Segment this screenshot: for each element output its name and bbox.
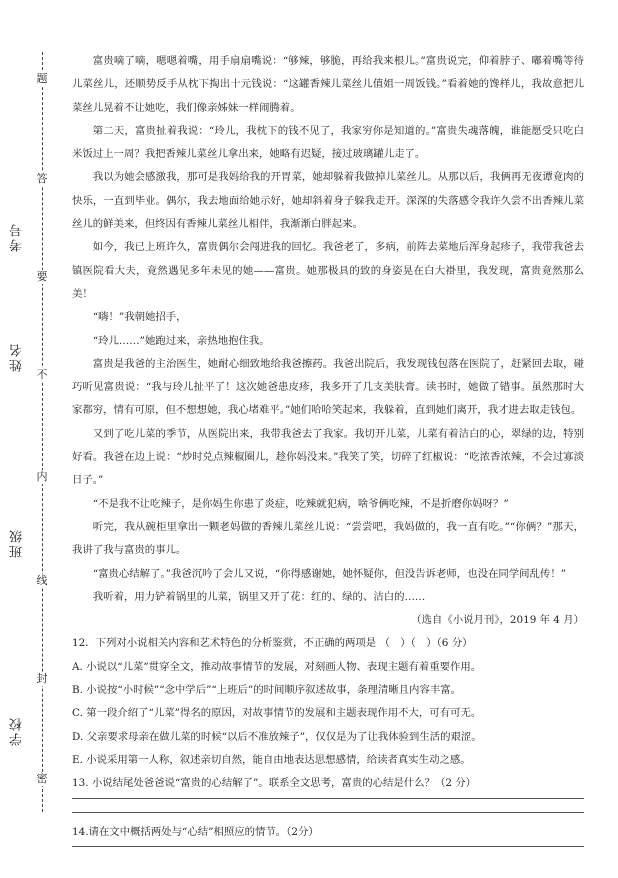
school-label: 学校 xyxy=(10,716,25,746)
story-paragraph: “嗨！”我朝她招手， xyxy=(92,311,187,324)
option-b: B. 小说按“小时候”“念中学后”“上班后”的时间顺序叙述故事，条理清晰且内容丰富。 xyxy=(72,684,462,697)
story-paragraph: 我听着，用力铲着锅里的儿菜，锅里又开了花：红的、绿的、洁白的…… xyxy=(92,590,426,603)
answer-line[interactable] xyxy=(72,812,584,813)
option-d: D. 父亲要求母亲在做儿菜的时候“以后不准放辣子”，仅仅是为了让我体验到生活的艰涩。 xyxy=(72,730,482,743)
seal-char-yao: 要 xyxy=(36,270,48,283)
seal-char-xian: 线 xyxy=(36,574,48,587)
story-paragraph: “富贵心结解了。”我爸沉吟了会儿又说，“你得感谢她，她怀疑你，但没告诉老师，也没在同学间乱传！” xyxy=(92,567,567,580)
option-a: A. 小说以“儿菜”贯穿全文，推动故事情节的发展，对刻画人物、表现主题有着重要作用。 xyxy=(72,660,482,673)
story-source: （选自《小说月刊》，2019 年 4 月） xyxy=(411,614,584,627)
question-14-stem: 14.请在文中概括两处与“心结”相照应的情节。（2分） xyxy=(72,825,319,838)
story-paragraph: 第二天，富贵扯着我说：“玲儿，我枕下的钱不见了，我家穷你是知道的。”富贵失魂落魄，谁能愿受只吃白米饭过上一周？我把香辣儿菜丝儿拿出来，她略有迟疑，接过玻璃罐儿走了。 xyxy=(72,124,584,161)
seal-char-ti: 题 xyxy=(36,72,48,85)
seal-char-mi: 密 xyxy=(36,772,48,785)
question-12 xyxy=(72,632,584,772)
story-paragraph: 如今，我已上班许久，富贵偶尔会闯进我的回忆。我爸老了，多病，前阵去菜地后浑身起疹子，我带我爸去镇医院看大夫，竟然遇见多年未见的她——富贵。她那极具的致的身姿晃在白大褂里，我发现，富贵竟然那么美！ xyxy=(72,241,584,300)
story-paragraph: 富贵嘀了嘀，嗯嗯着嘴，用手扇扇嘴说：“够辣，够脆，再给我来根儿。”富贵说完，仰着脖子、嘟着嘴等待儿菜丝儿，还顺势反手从枕下掏出十元钱说：“这罐香辣儿菜丝儿值姐一周饭钱。”看着她的馋样儿，我故意把儿菜丝儿晃着不让她吃，我们像亲姊妹一样闹腾着。 xyxy=(72,55,584,114)
seal-char-feng: 封 xyxy=(36,672,48,685)
class-label: 班级 xyxy=(10,528,25,558)
exam-number-label: 考号 xyxy=(10,222,25,252)
seal-dashed-line xyxy=(42,52,43,812)
option-e: E. 小说采用第一人称，叙述亲切自然，能自由地表达思想感情，给读者真实生动之感。 xyxy=(72,753,471,766)
binding-margin xyxy=(0,0,62,878)
question-14 xyxy=(72,821,584,847)
story-paragraph: 又到了吃儿菜的季节，从医院出来，我带我爸去了我家。我切开儿菜，儿菜有着洁白的心，翠绿的边，特别好看。我爸在边上说：“炒时兑点辣椒圈儿，趁你妈没来。”我笑了笑，切碎了红椒说：“吃浓香浓辣，不会过寡淡日子。” xyxy=(72,427,584,487)
story-paragraph: “不是我不让吃辣子，是你妈生你患了炎症，吃辣就犯病，啥爷俩吃辣，不是折磨你妈呀？” xyxy=(92,497,509,510)
question-13 xyxy=(72,772,584,812)
story-text xyxy=(72,50,584,632)
story-paragraph: 富贵是我爸的主治医生，她耐心细致地给我爸擦药。我爸出院后，我发现钱包落在医院了，赶紧回去取，碰巧听见富贵说：“我与玲儿扯平了！这次她爸患皮疹，我多开了几支美肤膏。读书时，她做了错事。虽然那时大家都穷，情有可原，但不想想她，我心堵难平。”她们哈哈笑起来，我躲着，直到她们离开，我才进去取走钱包。 xyxy=(72,357,584,417)
seal-char-bu: 不 xyxy=(36,368,48,381)
story-paragraph: 听完，我从碗柜里拿出一颗老妈做的香辣儿菜丝儿说：“尝尝吧，我妈做的，我一直有吃。”“你俩？”那天，我讲了我与富贵的事儿。 xyxy=(72,520,584,557)
student-name-label: 姓名 xyxy=(10,342,25,372)
story-paragraph: “玲儿……”她跑过来，亲热地抱住我。 xyxy=(92,334,270,347)
story-paragraph: 我以为她会感激我，那可是我妈给我的开胃菜，她却躲着我做掉儿菜丝儿。从那以后，我俩再无夜谭竟肉的快乐，一直到毕业。偶尔，我去地面给她示好，她却斜着身子躲我走开。深深的失落感令我许久尝不出香辣儿菜丝儿的鲜美来，但终因有香辣儿菜丝儿相伴，我渐渐白胖起来。 xyxy=(72,171,584,231)
seal-char-nei: 内 xyxy=(36,470,48,483)
option-c: C. 第一段介绍了“儿菜”得名的原因，对故事情节的发展和主题表现作用不大，可有可无。 xyxy=(72,707,482,720)
question-13-stem: 13. 小说结尾处爸爸说“富贵的心结解了”。联系全文思考，富贵的心结是什么？（2 分） xyxy=(72,777,477,790)
seal-char-da: 答 xyxy=(36,172,48,185)
exam-content xyxy=(72,50,584,847)
answer-line[interactable] xyxy=(72,846,584,847)
question-12-stem: 12．下列对小说相关内容和艺术特色的分析鉴赏，不正确的两项是 （ ）（ ）（6 分） xyxy=(72,637,473,650)
